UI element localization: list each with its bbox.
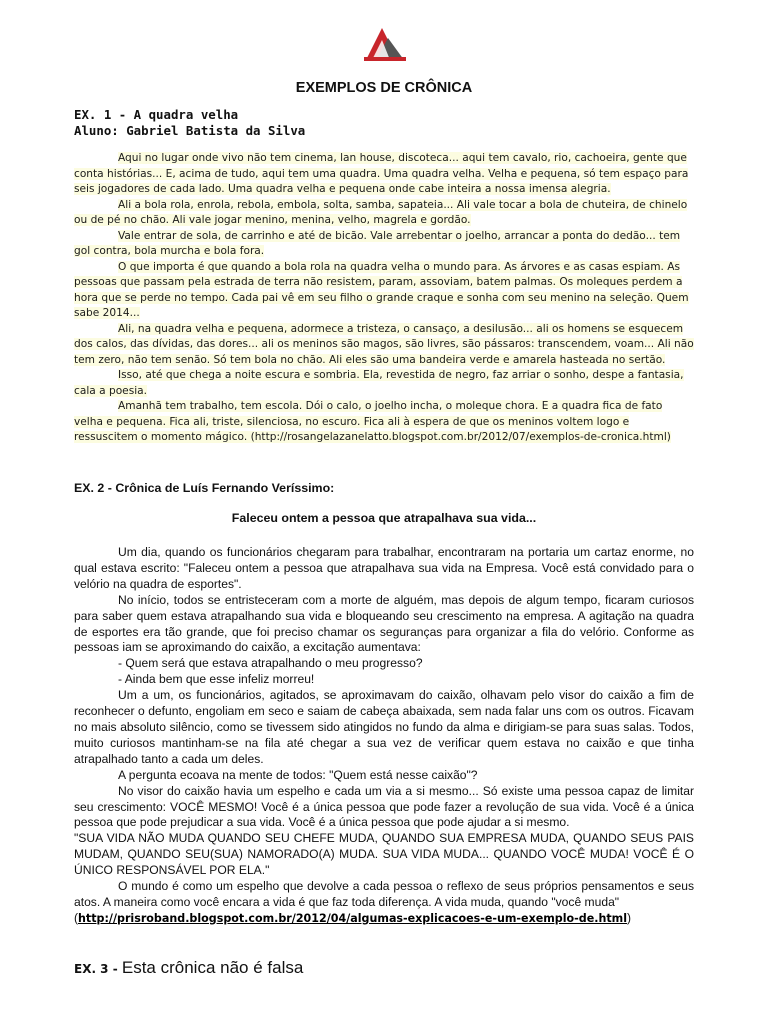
ex3-title: Esta crônica não é falsa (121, 958, 304, 977)
ex1-paragraph: O que importa é que quando a bola rola na quadra velha o mundo para. As árvores e as casas espiam. As pessoas que passam pela estrada de terra não resistem, param, assoviam, batem palmas. Os moleques perdem a hora que se perde no tempo. Cada pai vê em seu filho o grande craque e sonha com seu menino na seleção. Quem sabe 2014... (74, 260, 689, 319)
ex1-author: Aluno: Gabriel Batista da Silva (74, 122, 306, 138)
ex1-heading: EX. 1 - A quadra velha (74, 107, 239, 122)
ex1-paragraph: Amanhã tem trabalho, tem escola. Dói o calo, o joelho incha, o moleque chora. E a quadra fica de fato velha e pequena. Fica ali, triste, silenciosa, no escuro. Fica ali à espera de que os meninos voltem logo e ressuscitem o momento mágico. (http://rosangelazanelatto.blogspot.com.br/2012/07/exemplos-de-cronica.html) (74, 400, 671, 443)
ex2-source-link[interactable]: http://prisroband.blogspot.com.br/2012/04/algumas-explicacoes-e-um-exemplo-de.html (78, 911, 628, 925)
ex2-heading: EX. 2 - Crônica de Luís Fernando Veríssimo: (74, 481, 335, 495)
ex1-paragraph: Aqui no lugar onde vivo não tem cinema, lan house, discoteca... aqui tem cavalo, rio, cachoeira, gente que conta histórias... E, acima de tudo, aqui tem uma quadra. Uma quadra velha. Velha e pequena, só tem espaço para seis jogadores de cada lado. Uma quadra velha e pequena onde cabe inteira a nossa imensa alegria. (74, 152, 689, 195)
ex2-paragraph: No visor do caixão havia um espelho e cada um via a si mesmo... Só existe uma pessoa capaz de limitar seu crescimento: VOCÊ MESMO! Você é a única pessoa que pode fazer a revolução de sua vida. Você é a única pessoa que pode prejudicar a sua vida. Você é a única pessoa que pode ajudar a si mesmo. (74, 783, 694, 830)
ex2-paragraph: Um dia, quando os funcionários chegaram para trabalhar, encontraram na portaria um cartaz enorme, no qual estava escrito: "Faleceu ontem a pessoa que atrapalhava sua vida na Empresa. Você está convidado para o velório na quadra de esportes". (74, 545, 694, 591)
ex2-paragraph: Um a um, os funcionários, agitados, se aproximavam do caixão, olhavam pelo visor do caixão a fim de reconhecer o defunto, engoliam em seco e saiam de cabeça abaixada, sem nada falar uns com os outros. Ficavam no mais absoluto silêncio, como se tivessem sido atingidos no fundo da alma e dirigiam-se para suas salas. Todos, muito curiosos mantinham-se na fila até chegar a sua vez de verificar quem estava no caixão e que tinha atrapalhado tanto a cada um deles. (74, 688, 694, 766)
ex2-caps-paragraph: "SUA VIDA NÃO MUDA QUANDO SEU CHEFE MUDA, QUANDO SUA EMPRESA MUDA, QUANDO SEUS PAIS MUDAM, QUANDO SEU(SUA) NAMORADO(A) MUDA. SUA VIDA MUDA... QUANDO VOCÊ MUDA! VOCÊ É O ÚNICO RESPONSÁVEL POR ELA." (74, 831, 694, 878)
ex1-header (74, 107, 305, 138)
ex2-paragraph: A pergunta ecoava na mente de todos: "Quem está nesse caixão"? (118, 767, 478, 782)
ex2-dialogue-line: - Ainda bem que esse infeliz morreu! (118, 672, 315, 687)
ex2-paragraph: No início, todos se entristeceram com a morte de alguém, mas depois de algum tempo, ficaram curiosos para saber quem estava atrapalhando sua vida e bloqueando seu crescimento na empresa. A agitação na quadra de esportes era tão grande, que foi preciso chamar os seguranças para organizar a fila do velório. Conforme as pessoas iam se aproximando do caixão, a excitação aumentava: (74, 592, 694, 655)
ex2-body (74, 545, 694, 927)
ex1-paragraph: Vale entrar de sola, de carrinho e até de bicão. Vale arrebentar o joelho, arrancar a ponta do dedão... tem gol contra, bola murcha e bola fora. (74, 229, 681, 257)
ex2-paragraph: O mundo é como um espelho que devolve a cada pessoa o reflexo de seus próprios pensamentos e seus atos. A maneira como você encara a vida é que faz toda diferença. A vida muda, quando "você muda" (74, 879, 694, 909)
ex1-paragraph: Ali, na quadra velha e pequena, adormece a tristeza, o cansaço, a desilusão... ali os homens se esquecem dos calos, das dívidas, das dores... ali os meninos são magos, são livres, são pássaros: transcendem, voam... Ali não tem zero, não tem senão. Só tem bola no chão. Ali eles são uma bandeira verde e amarela hasteada no sertão. (74, 322, 694, 366)
ex1-paragraph: Ali a bola rola, enrola, rebola, embola, solta, samba, sapateia... Ali vale tocar a bola de chuteira, de chinelo ou de pé no chão. Ali vale jogar menino, menina, velho, magrela e gordão. (74, 198, 688, 226)
document-title: EXEMPLOS DE CRÔNICA (295, 80, 473, 96)
ex1-body (74, 151, 694, 446)
ex2-source-line: (http://prisroband.blogspot.com.br/2012/04/algumas-explicacoes-e-um-exemplo-de.html) (74, 910, 632, 925)
ex2-story-title: Faleceu ontem a pessoa que atrapalhava sua vida... (231, 511, 537, 525)
ex3-label: EX. 3 - (74, 962, 122, 976)
ex3-heading (74, 958, 303, 978)
ex1-paragraph: Isso, até que chega a noite escura e sombria. Ela, revestida de negro, faz arriar o sonho, despe a fantasia, cala a poesia. (74, 369, 684, 397)
mountain-triangle-logo-icon (360, 24, 408, 64)
ex2-dialogue-line: - Quem será que estava atrapalhando o meu progresso? (118, 656, 423, 671)
